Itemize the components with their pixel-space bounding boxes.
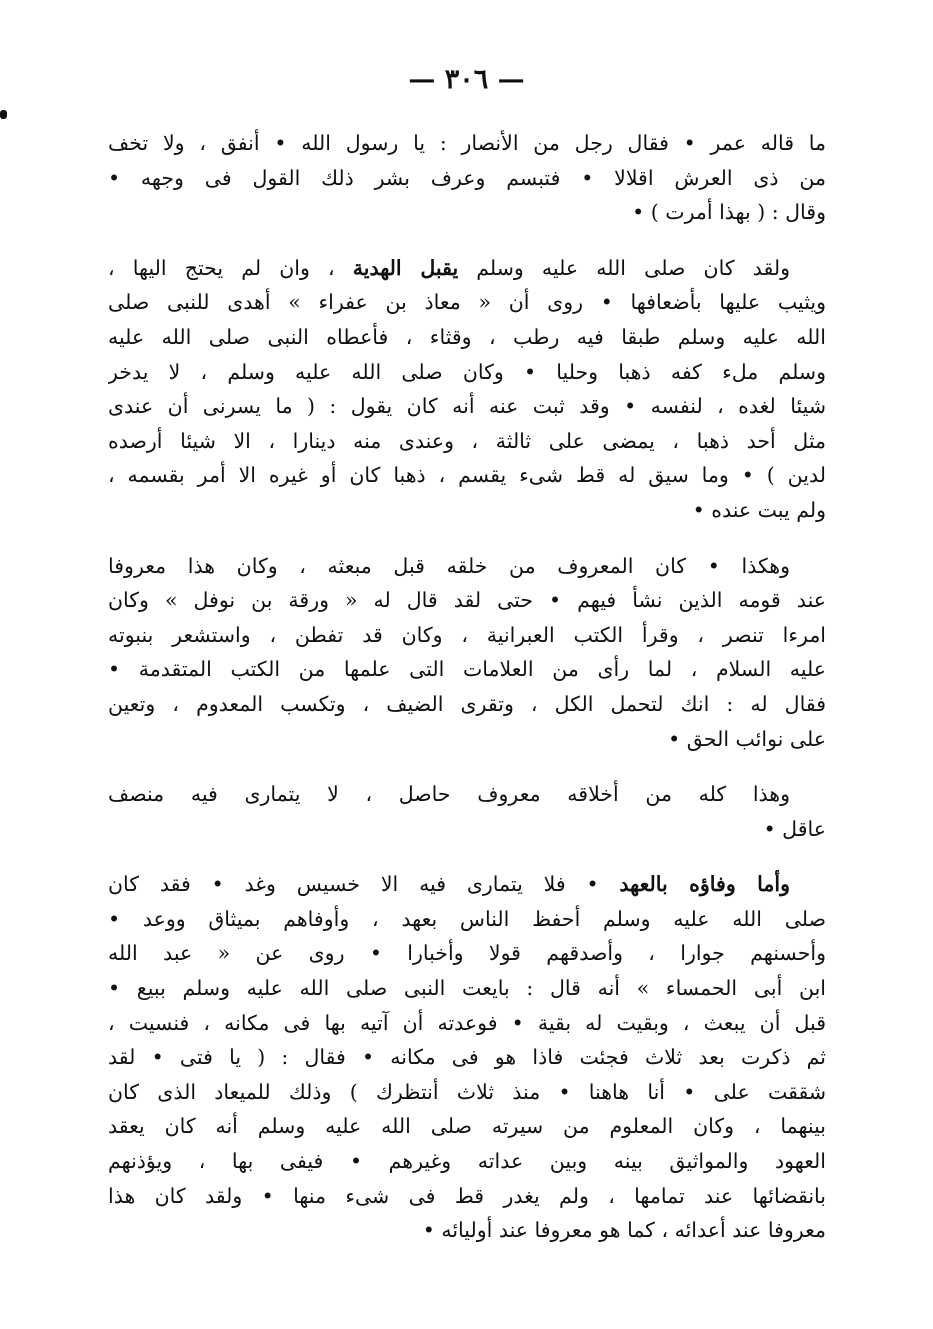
text-line: وهذا كله من أخلاقه معروف حاصل ، لا يتمارى فيه منصف — [108, 782, 790, 807]
text-line: عند قومه الذين نشأ فيهم • حتى لقد قال له « ورقة بن نوفل » وكان — [108, 588, 826, 613]
paragraph-gap — [108, 528, 826, 549]
text-line: امرءا تنصر ، وقرأ الكتب العبرانية ، وكان قد تفطن ، واستشعر بنبوته — [108, 622, 826, 647]
paragraph — [108, 126, 826, 230]
text-line: شيئا لغده ، لنفسه • وقد ثبت عنه أنه كان يقول : ( ما يسرنى أن عندى — [108, 394, 826, 419]
text-line: ولم يبت عنده • — [692, 497, 826, 522]
text-line: شققت على • أنا هاهنا • منذ ثلاث أنتظرك ) وذلك للميعاد الذى كان — [108, 1079, 826, 1104]
text-line: على نوائب الحق • — [668, 726, 826, 751]
text-line: لدين ) • وما سيق له قط شىء يقسم ، ذهبا كان أو غيره الا أمر بقسمه ، — [108, 463, 826, 488]
paragraph-gap — [108, 230, 826, 251]
text-line: صلى الله عليه وسلم أحفظ الناس بعهد ، وأوفاهم بميثاق ووعد • — [108, 906, 826, 931]
text-line: الله عليه وسلم طبقا فيه رطب ، وقثاء ، فأعطاه النبى صلى الله عليه — [108, 324, 826, 349]
paragraph-gap — [108, 846, 826, 867]
text-line: وقال : ( بهذا أمرت ) • — [632, 200, 826, 225]
text-line: قبل أن يبعث ، وبقيت له بقية • فوعدته أن آتيه بها فى مكانه ، فنسيت ، — [108, 1010, 826, 1035]
text-line: معروفا عند أعدائه ، كما هو معروفا عند أوليائه • — [422, 1218, 826, 1243]
text-line: عاقل • — [763, 816, 826, 841]
text-line: ثم ذكرت بعد ثلاث فجئت فاذا هو فى مكانه • فقال : ( يا فتى • لقد — [108, 1045, 826, 1070]
paragraph-gap — [108, 756, 826, 777]
paragraph — [108, 251, 826, 528]
text-line: وهكذا • كان المعروف من خلقه قبل مبعثه ، وكان هذا معروفا — [108, 553, 790, 578]
page-number: — ٣٠٦ — — [408, 64, 525, 95]
paragraph — [108, 549, 826, 757]
text-line: ابن أبى الحمساء » أنه قال : بايعت النبى صلى الله عليه وسلم ببيع • — [108, 976, 826, 1001]
text-line: فقال له : انك لتحمل الكل ، وتقرى الضيف ، وتكسب المعدوم ، وتعين — [108, 691, 826, 716]
bold-heading: وأما وفاؤه بالعهد — [619, 872, 790, 897]
text-line — [108, 867, 826, 902]
text-line: عليه السلام ، لما رأى من العلامات التى علمها من الكتب المتقدمة • — [108, 657, 826, 682]
text-line — [108, 251, 826, 286]
text-line: ما قاله عمر • فقال رجل من الأنصار : يا رسول الله • أنفق ، ولا تخف — [108, 131, 826, 155]
paragraph — [108, 867, 826, 1248]
bold-heading: يقبل الهدية — [352, 255, 459, 280]
line-text: ، وان لم يحتج اليها ، — [108, 255, 353, 280]
text-line: مثل أحد ذهبا ، يمضى على ثالثة ، وعندى منه دينارا ، الا شيئا أرصده — [108, 428, 826, 453]
line-text: • فلا يتمارى فيه الا خسيس وغد • فقد كان — [108, 872, 620, 897]
line-text: ولقد كان صلى الله عليه وسلم — [458, 255, 790, 280]
scan-speck — [0, 110, 7, 119]
text-line: وسلم ملء كفه ذهبا وحليا • وكان صلى الله عليه وسلم ، لا يدخر — [108, 359, 826, 384]
text-line: بينهما ، وكان المعلوم من سيرته صلى الله عليه وسلم أنه كان يعقد — [108, 1114, 826, 1139]
text-line: بانقضائها عند تمامها ، ولم يغدر قط فى شىء منها • ولقد كان هذا — [108, 1183, 826, 1208]
paragraph — [108, 777, 826, 846]
text-line: ويثيب عليها بأضعافها • روى أن « معاذ بن عفراء » أهدى للنبى صلى — [108, 290, 826, 315]
text-line: العهود والمواثيق بينه وبين عداته وغيرهم • فيفى بها ، ويؤذنهم — [108, 1149, 826, 1174]
text-line: وأحسنهم جوارا ، وأصدقهم قولا وأخبارا • روى عن « عبد الله — [108, 941, 826, 966]
body-text — [108, 126, 826, 1248]
text-line: من ذى العرش اقلالا • فتبسم وعرف بشر ذلك القول فى وجهه • — [108, 165, 826, 190]
